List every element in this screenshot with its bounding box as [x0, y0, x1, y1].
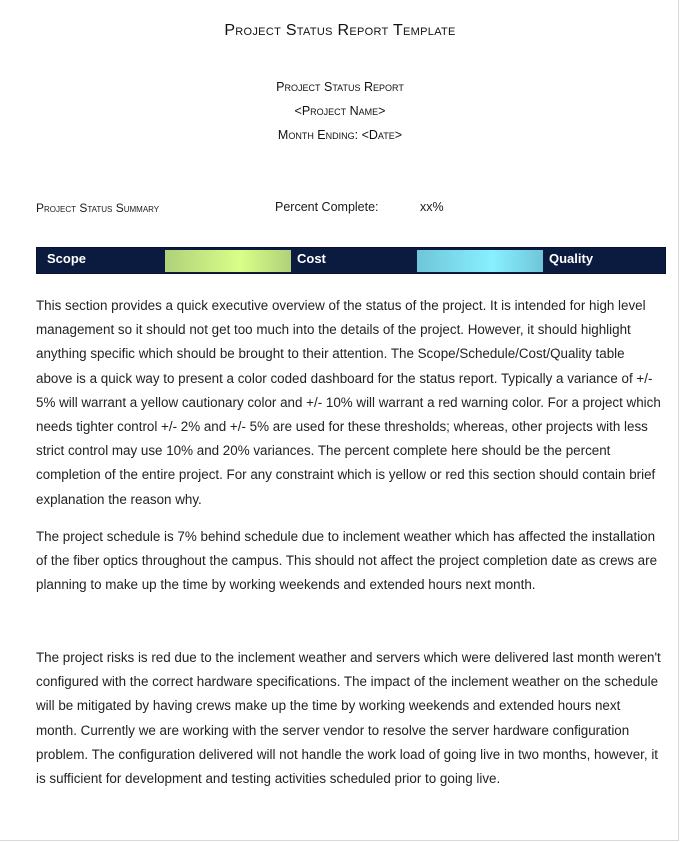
- risks-paragraph: The project risks is red due to the inclement weather and servers which were delivered last month weren't configured with the correct hardware specifications. The impact of the inclement weather on the schedule will be mitigated by having crews make up the time by working weekends and extended hours next month. Currently we are working with the server vendor to resolve the server hardware configuration problem. The configuration delivered will not handle the work load of going live in two months, however, it is sufficient for development and testing activities scheduled prior to going live.: [36, 650, 661, 787]
- percent-complete-label: Percent Complete:: [275, 200, 379, 214]
- quality-label: Quality: [549, 251, 594, 266]
- status-summary-row: [36, 200, 656, 218]
- cost-label: Cost: [297, 251, 326, 266]
- executive-overview-paragraph: This section provides a quick executive overview of the status of the project. It is intended for high level management so it should not get too much into the details of the project. However, it should highlight anything specific which should be brought to their attention. The Scope/Schedule/Cost/Quality table above is a quick way to present a color coded dashboard for the status report. Typically a variance of +/- 5% will warrant a yellow cautionary color and +/- 10% will warrant a red warning color. For a project which needs tighter control +/- 2% and +/- 5% are used for these thresholds; whereas, other projects with less strict control may use 10% and 20% variances. The percent complete here should be the percent completion of the entire project. For any constraint which is yellow or red this section should contain brief explanation the reason why.: [36, 298, 661, 507]
- status-summary-label: Project Status Summary: [36, 201, 160, 215]
- status-dashboard: [36, 247, 666, 274]
- report-heading: Project Status Report: [276, 80, 404, 94]
- document-title: Project Status Report Template: [224, 22, 456, 39]
- schedule-paragraph: The project schedule is 7% behind schedule due to inclement weather which has affected the installation of the fiber optics throughout the campus. This should not affect the project completion date as crews are planning to make up the time by working weekends and extended hours next month.: [36, 529, 658, 593]
- scope-label: Scope: [47, 251, 87, 266]
- percent-complete-value: xx%: [420, 200, 444, 214]
- project-name-placeholder: <Project Name>: [294, 104, 386, 118]
- cost-status-swatch: [417, 250, 543, 272]
- scope-status-swatch: [165, 250, 291, 272]
- month-ending-line: Month Ending: <Date>: [277, 128, 403, 142]
